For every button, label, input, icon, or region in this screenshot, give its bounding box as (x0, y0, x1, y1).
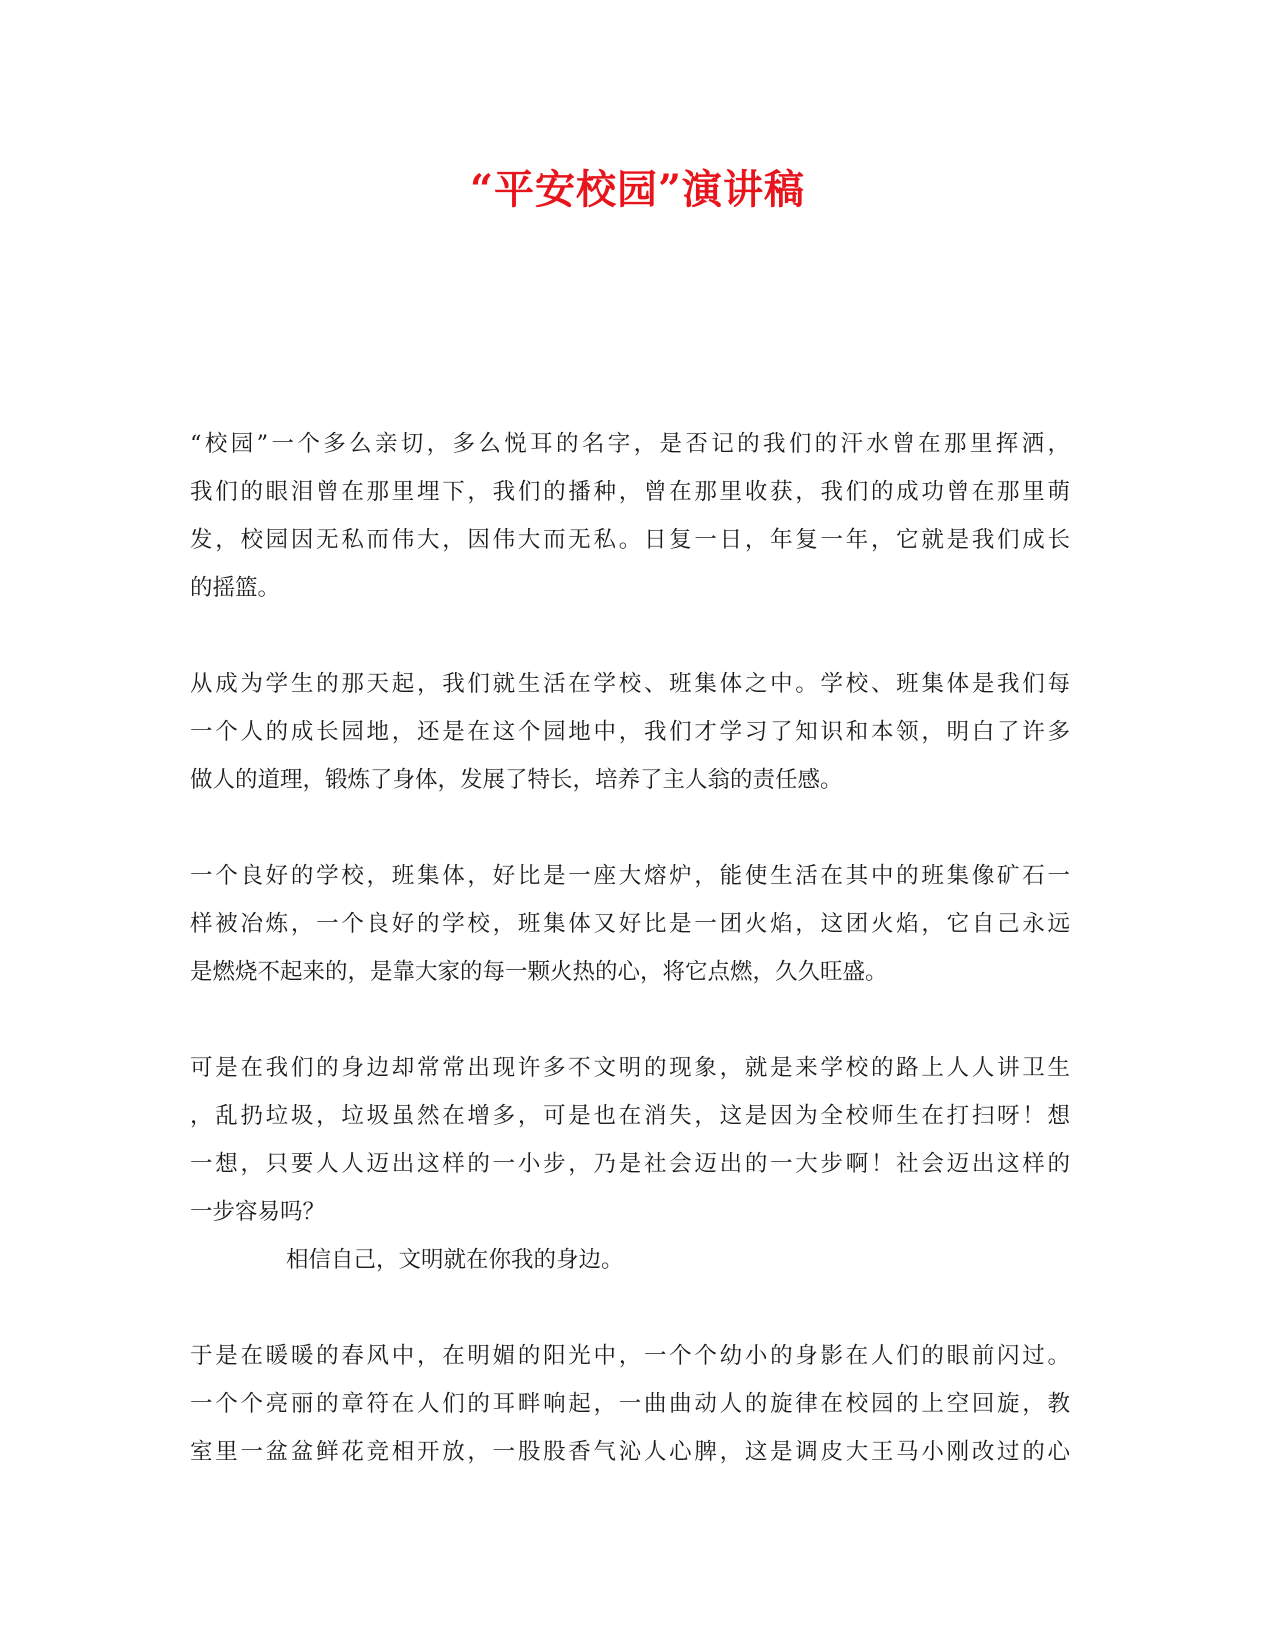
page-title: “平安校园”演讲稿 (469, 166, 805, 213)
text-line: 一个个亮丽的章符在人们的耳畔响起，一曲曲动人的旋律在校园的上空回旋，教 (190, 1391, 1070, 1417)
paragraph-5 (190, 1332, 1070, 1476)
text-line: 可是在我们的身边却常常出现许多不文明的现象，就是来学校的路上人人讲卫生 (190, 1055, 1070, 1081)
paragraph-gap (190, 1284, 1070, 1332)
paragraph-3 (190, 852, 1070, 996)
text-line: 于是在暖暖的春风中，在明媚的阳光中，一个个幼小的身影在人们的眼前闪过。 (190, 1343, 1070, 1369)
text-line: 做人的道理，锻炼了身体，发展了特长，培养了主人翁的责任感。 (190, 767, 843, 793)
paragraph-gap (190, 612, 1070, 660)
document-body (190, 420, 1070, 1476)
paragraph-4 (190, 1044, 1070, 1284)
text-line: 一个人的成长园地，还是在这个园地中，我们才学习了知识和本领，明白了许多 (190, 719, 1070, 745)
paragraph-1 (190, 420, 1070, 612)
text-line: 样被冶炼，一个良好的学校，班集体又好比是一团火焰，这团火焰，它自己永远 (190, 911, 1070, 937)
text-line: 一步容易吗？ (190, 1199, 326, 1225)
paragraph-2 (190, 660, 1070, 804)
text-line: “校园”一个多么亲切，多么悦耳的名字，是否记的我们的汗水曾在那里挥洒， (190, 431, 1070, 457)
text-line: ，乱扔垃圾，垃圾虽然在增多，可是也在消失，这是因为全校师生在打扫呀！想 (190, 1103, 1070, 1129)
text-line: 一想，只要人人迈出这样的一小步，乃是社会迈出的一大步啊！社会迈出这样的 (190, 1151, 1070, 1177)
text-line: 室里一盆盆鲜花竞相开放，一股股香气沁人心脾，这是调皮大王马小刚改过的心 (190, 1439, 1070, 1465)
indented-text-line: 相信自己，文明就在你我的身边。 (286, 1247, 624, 1273)
text-line: 从成为学生的那天起，我们就生活在学校、班集体之中。学校、班集体是我们每 (190, 671, 1070, 697)
text-line: 发，校园因无私而伟大，因伟大而无私。日复一日，年复一年，它就是我们成长 (190, 527, 1070, 553)
paragraph-gap (190, 804, 1070, 852)
text-line: 我们的眼泪曾在那里埋下，我们的播种，曾在那里收获，我们的成功曾在那里萌 (190, 479, 1070, 505)
text-line: 是燃烧不起来的，是靠大家的每一颗火热的心，将它点燃，久久旺盛。 (190, 959, 888, 985)
paragraph-gap (190, 996, 1070, 1044)
text-line: 的摇篮。 (190, 575, 281, 601)
text-line: 一个良好的学校，班集体，好比是一座大熔炉，能使生活在其中的班集像矿石一 (190, 863, 1070, 889)
